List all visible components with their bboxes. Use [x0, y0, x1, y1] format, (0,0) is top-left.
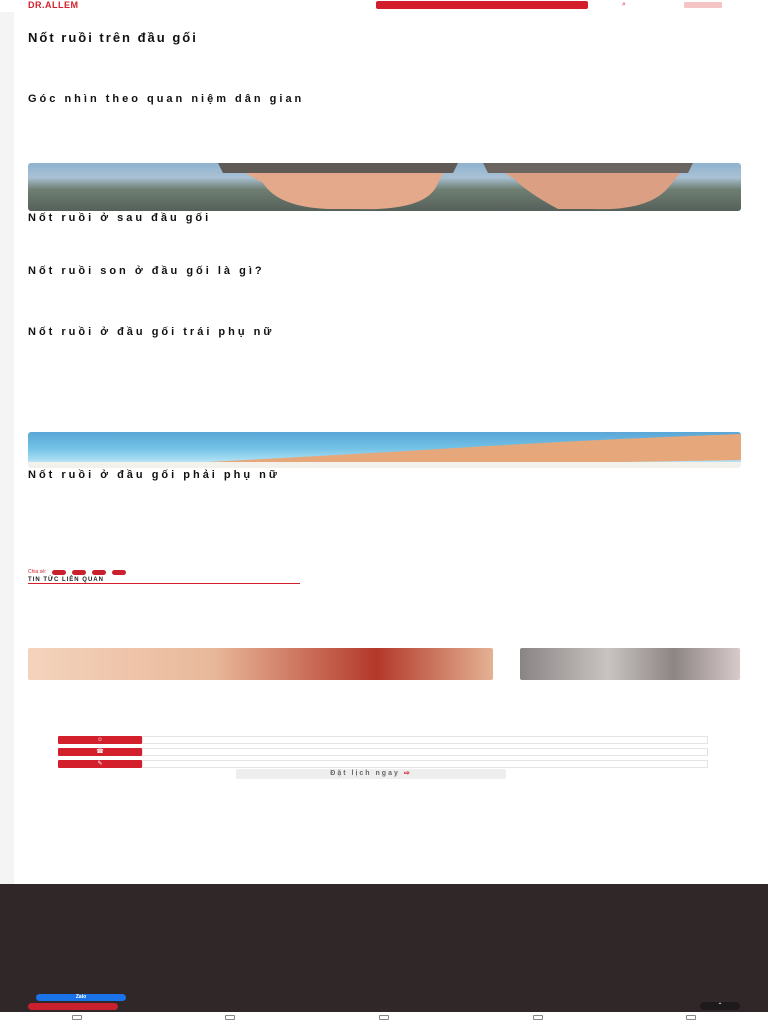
book-now-button[interactable]: [236, 769, 506, 779]
article: [28, 10, 741, 584]
article-lead: [28, 10, 741, 32]
section-paragraph-1: [28, 46, 741, 92]
book-now-label: Đặt lịch ngay: [330, 770, 400, 777]
pinterest-icon[interactable]: [92, 570, 106, 575]
booking-form: [58, 735, 710, 771]
section-heading-6: Nốt ruồi ở đầu gối phải phụ nữ: [28, 469, 280, 481]
related-card[interactable]: [520, 648, 740, 696]
share-label: Chia sẻ:: [28, 569, 47, 575]
home-icon: [72, 1015, 82, 1020]
note-icon: ✎: [58, 760, 142, 768]
section-paragraph-4: [28, 277, 741, 325]
phone-icon: ☎: [58, 748, 142, 756]
share-row: [28, 568, 741, 576]
calendar-icon: [379, 1015, 389, 1020]
left-gutter: [0, 0, 14, 884]
menu-icon: [686, 1015, 696, 1020]
section-heading-5: Nốt ruồi ở đầu gối trái phụ nữ: [28, 326, 275, 338]
name-field[interactable]: [142, 736, 708, 744]
section-heading-4: Nốt ruồi son ở đầu gối là gì?: [28, 265, 265, 277]
section-paragraph-6: [28, 481, 741, 565]
knees-illustration: [28, 163, 741, 211]
article-title: Nốt ruồi trên đầu gối: [28, 30, 198, 45]
header-cta-button[interactable]: [376, 1, 588, 9]
note-field[interactable]: [142, 760, 708, 768]
menu-icon[interactable]: [684, 2, 722, 8]
site-logo[interactable]: DR.ALLEM: [28, 0, 79, 10]
legs-illustration: [28, 432, 741, 468]
email-icon[interactable]: [112, 570, 126, 575]
phone-field[interactable]: [142, 748, 708, 756]
section-paragraph-3: [28, 224, 741, 264]
zalo-button[interactable]: Zalo: [36, 994, 126, 1001]
phone-icon: [225, 1015, 235, 1020]
legs-image: [28, 432, 741, 468]
related-card-image: [28, 648, 493, 680]
facebook-icon[interactable]: [52, 570, 66, 575]
hotline-button[interactable]: [28, 1003, 118, 1010]
section-paragraph-5: [28, 338, 741, 430]
arrow-right-icon: ⇨: [403, 770, 412, 777]
bottom-nav-item[interactable]: [379, 1015, 389, 1021]
bottom-nav: [0, 1012, 768, 1024]
user-icon: ☺: [58, 736, 142, 744]
bottom-nav-item[interactable]: [533, 1015, 543, 1021]
search-icon[interactable]: ⌕: [622, 1, 626, 8]
bottom-nav-item[interactable]: [72, 1015, 82, 1021]
bottom-nav-item[interactable]: [225, 1015, 235, 1021]
related-card[interactable]: [28, 648, 493, 696]
form-row-note: [58, 759, 710, 769]
scroll-top-button[interactable]: ⌃: [700, 1002, 740, 1010]
chat-icon: [533, 1015, 543, 1020]
twitter-icon[interactable]: [72, 570, 86, 575]
related-cards: [28, 648, 768, 696]
bottom-nav-item[interactable]: [686, 1015, 696, 1021]
form-row-name: [58, 735, 710, 745]
section-heading-2: Góc nhìn theo quan niệm dân gian: [28, 93, 305, 105]
section-paragraph-2: [28, 105, 741, 159]
form-row-phone: [58, 747, 710, 757]
section-heading-3: Nốt ruồi ở sau đầu gối: [28, 212, 212, 224]
related-card-image: [520, 648, 740, 680]
knees-image: [28, 163, 741, 211]
related-news-title: TIN TỨC LIÊN QUAN: [28, 577, 300, 584]
